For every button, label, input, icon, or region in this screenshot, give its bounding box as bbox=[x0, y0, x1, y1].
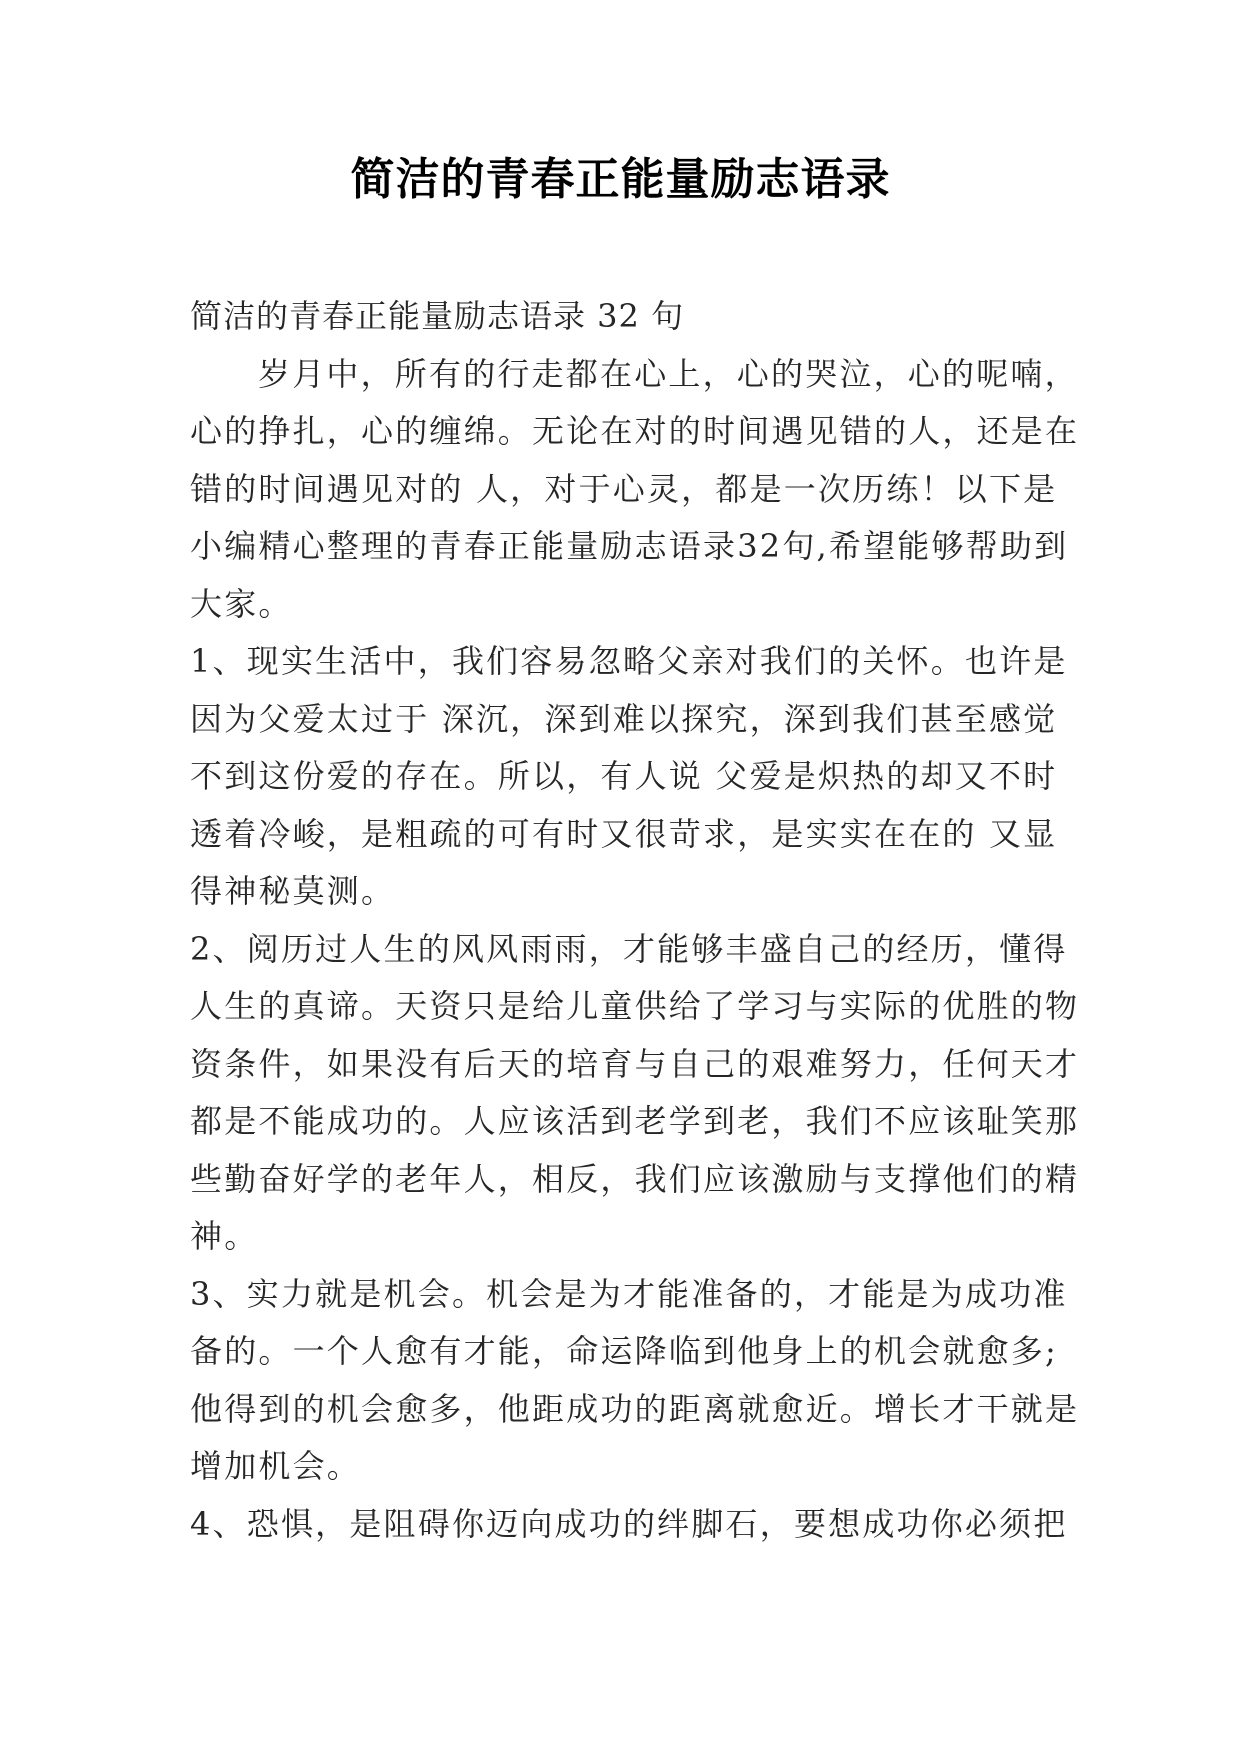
paragraph-line: 小编精心整理的青春正能量励志语录32句,希望能够帮助到 bbox=[190, 527, 1069, 565]
paragraph-line: 资条件，如果没有后天的培育与自己的艰难努力，任何天才 bbox=[190, 1044, 1080, 1083]
paragraph-line: 得神秘莫测。 bbox=[190, 872, 396, 910]
quote-item-2 bbox=[190, 921, 1080, 1266]
document-subtitle: 简洁的青春正能量励志语录 32 句 bbox=[190, 297, 685, 335]
paragraph-line: 人生的真谛。天资只是给儿童供给了学习与实际的优胜的物 bbox=[190, 987, 1080, 1025]
paragraph-line: 4、恐惧，是阻碍你迈向成功的绊脚石，要想成功你必须把 bbox=[190, 1504, 1068, 1543]
paragraph-line: 大家。 bbox=[190, 584, 293, 623]
paragraph-line: 3、实力就是机会。机会是为才能准备的，才能是为成功准 bbox=[190, 1274, 1068, 1313]
paragraph-line: 不到这份爱的存在。所以，有人说 父爱是炽热的却又不时 bbox=[190, 757, 1058, 795]
quote-item-3 bbox=[190, 1266, 1080, 1496]
document-title: 简洁的青春正能量励志语录 bbox=[350, 154, 891, 205]
paragraph-line: 备的。一个人愈有才能，命运降临到他身上的机会就愈多; bbox=[190, 1332, 1058, 1370]
paragraph-line: 因为父爱太过于 深沉，深到难以探究，深到我们甚至感觉 bbox=[190, 699, 1058, 738]
paragraph-line: 心的挣扎，心的缠绵。无论在对的时间遇见错的人，还是在 bbox=[190, 412, 1080, 450]
paragraph-line: 他得到的机会愈多，他距成功的距离就愈近。增长才干就是 bbox=[190, 1389, 1080, 1428]
paragraph-line: 1、现实生活中，我们容易忽略父亲对我们的关怀。也许是 bbox=[190, 642, 1068, 680]
paragraph-line: 些勤奋好学的老年人，相反，我们应该激励与支撑他们的精 bbox=[190, 1159, 1080, 1198]
quote-item-1 bbox=[190, 633, 1068, 921]
intro-paragraph bbox=[190, 346, 1080, 634]
paragraph-line: 透着冷峻，是粗疏的可有时又很苛求，是实实在在的 又显 bbox=[190, 814, 1058, 853]
paragraph-line: 2、阅历过人生的风风雨雨，才能够丰盛自己的经历，懂得 bbox=[190, 929, 1068, 968]
paragraph-line: 错的时间遇见对的 人，对于心灵，都是一次历练！以下是 bbox=[190, 469, 1058, 508]
paragraph-line: 岁月中，所有的行走都在心上，心的哭泣，心的呢喃， bbox=[258, 354, 1079, 393]
document-body bbox=[190, 288, 1080, 1553]
quote-item-4 bbox=[190, 1496, 1068, 1554]
paragraph-line: 神。 bbox=[190, 1217, 259, 1255]
paragraph-line: 都是不能成功的。人应该活到老学到老，我们不应该耻笑那 bbox=[190, 1102, 1080, 1140]
paragraph-line: 增加机会。 bbox=[190, 1447, 362, 1485]
